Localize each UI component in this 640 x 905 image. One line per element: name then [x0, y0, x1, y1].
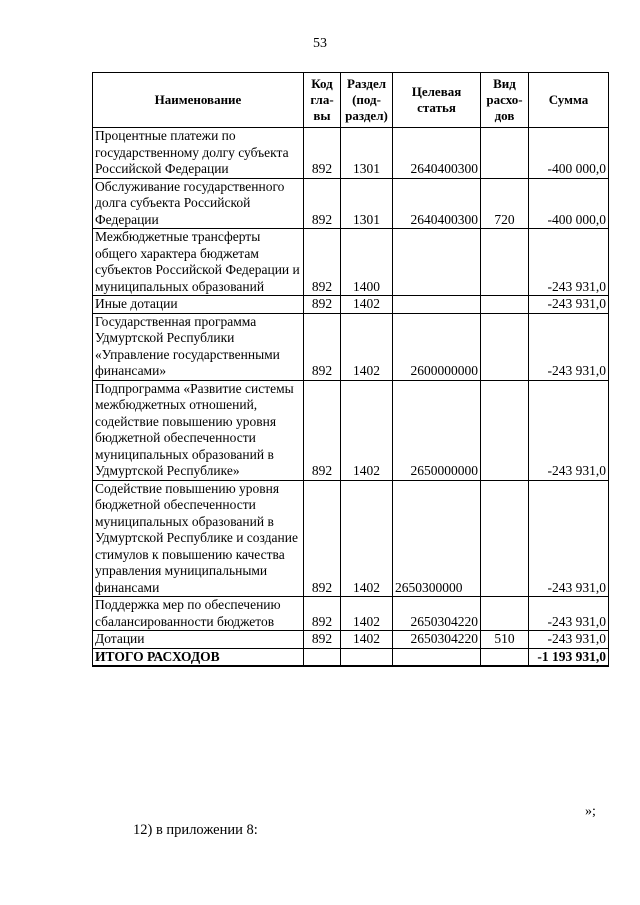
- header-vid: Вид расхо- дов: [481, 73, 529, 128]
- row-target: 2650304220: [393, 597, 481, 631]
- row-sum: -400 000,0: [529, 128, 609, 179]
- row-section: 1402: [341, 597, 393, 631]
- header-row: [93, 73, 609, 128]
- row-sum: -400 000,0: [529, 178, 609, 229]
- row-target: 2650300000: [393, 480, 481, 597]
- table-row: [93, 128, 609, 179]
- row-code: 892: [304, 128, 341, 179]
- row-target: [393, 296, 481, 314]
- row-vid: [481, 128, 529, 179]
- budget-table: [92, 72, 609, 667]
- table-row: [93, 296, 609, 314]
- row-name: Подпрограмма «Развитие системы межбюджетных отношений, содействие повышению уровня бюджетной обеспеченности муниципальных образований в Удмуртской Республике»: [93, 380, 304, 480]
- header-target: Целевая статья: [393, 73, 481, 128]
- row-section: 1402: [341, 296, 393, 314]
- row-name: Процентные платежи по государственному долгу субъекта Российской Федерации: [93, 128, 304, 179]
- row-sum: -243 931,0: [529, 229, 609, 296]
- row-section: 1402: [341, 380, 393, 480]
- row-name: Дотации: [93, 631, 304, 649]
- total-row: [93, 648, 609, 666]
- closing-quote: »;: [585, 804, 596, 819]
- row-target: 2640400300: [393, 128, 481, 179]
- row-name: Иные дотации: [93, 296, 304, 314]
- row-section: 1301: [341, 178, 393, 229]
- total-target-cell: [393, 648, 481, 666]
- table-row: [93, 597, 609, 631]
- row-code: 892: [304, 296, 341, 314]
- row-section: 1402: [341, 480, 393, 597]
- row-target: 2640400300: [393, 178, 481, 229]
- table-row: [93, 480, 609, 597]
- row-code: 892: [304, 229, 341, 296]
- row-sum: -243 931,0: [529, 380, 609, 480]
- row-section: 1402: [341, 313, 393, 380]
- row-vid: [481, 296, 529, 314]
- row-name: Государственная программа Удмуртской Республики «Управление государственными финансами»: [93, 313, 304, 380]
- row-section: 1400: [341, 229, 393, 296]
- total-vid-cell: [481, 648, 529, 666]
- row-name: Содействие повышению уровня бюджетной обеспеченности муниципальных образований в Удмуртской Республике и создание стимулов к повышению качества управления муниципальными финансами: [93, 480, 304, 597]
- row-code: 892: [304, 380, 341, 480]
- row-code: 892: [304, 480, 341, 597]
- table-row: [93, 229, 609, 296]
- row-sum: -243 931,0: [529, 597, 609, 631]
- row-vid: [481, 380, 529, 480]
- row-name: Поддержка мер по обеспечению сбалансированности бюджетов: [93, 597, 304, 631]
- total-section-cell: [341, 648, 393, 666]
- row-sum: -243 931,0: [529, 313, 609, 380]
- table-row: [93, 631, 609, 649]
- total-sum: -1 193 931,0: [529, 648, 609, 666]
- row-target: 2650000000: [393, 380, 481, 480]
- row-sum: -243 931,0: [529, 480, 609, 597]
- row-sum: -243 931,0: [529, 631, 609, 649]
- row-vid: [481, 229, 529, 296]
- row-sum: -243 931,0: [529, 296, 609, 314]
- total-label: ИТОГО РАСХОДОВ: [93, 648, 304, 666]
- header-name: Наименование: [93, 73, 304, 128]
- total-code-cell: [304, 648, 341, 666]
- row-target: 2650304220: [393, 631, 481, 649]
- row-vid: 720: [481, 178, 529, 229]
- table-row: [93, 313, 609, 380]
- header-code: Код гла- вы: [304, 73, 341, 128]
- header-section: Раздел (под- раздел): [341, 73, 393, 128]
- instruction-text: 12) в приложении 8:: [133, 822, 258, 838]
- row-name: Обслуживание государственного долга субъекта Российской Федерации: [93, 178, 304, 229]
- row-vid: [481, 597, 529, 631]
- row-vid: [481, 480, 529, 597]
- row-name: Межбюджетные трансферты общего характера бюджетам субъектов Российской Федерации и муниципальных образований: [93, 229, 304, 296]
- row-code: 892: [304, 178, 341, 229]
- header-sum: Сумма: [529, 73, 609, 128]
- row-code: 892: [304, 597, 341, 631]
- row-target: 2600000000: [393, 313, 481, 380]
- table-row: [93, 380, 609, 480]
- row-vid: 510: [481, 631, 529, 649]
- row-vid: [481, 313, 529, 380]
- row-section: 1402: [341, 631, 393, 649]
- table-row: [93, 178, 609, 229]
- row-target: [393, 229, 481, 296]
- row-code: 892: [304, 313, 341, 380]
- row-section: 1301: [341, 128, 393, 179]
- row-code: 892: [304, 631, 341, 649]
- page-number: 53: [313, 36, 327, 51]
